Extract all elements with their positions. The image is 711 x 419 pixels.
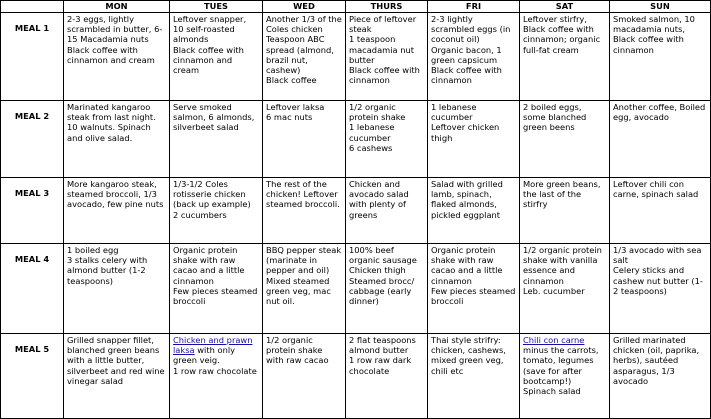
meal-line	[349, 179, 424, 220]
meal-line	[613, 14, 707, 34]
meal-text: minus the carrots, tomato, legumes (save for after bootcamp!)	[523, 345, 599, 386]
meal-line	[431, 122, 516, 142]
meal-line	[349, 122, 424, 142]
meal-line	[266, 75, 342, 85]
meal-line	[349, 34, 424, 65]
meal-text: Serve smoked salmon, 6 almonds, silverbeet salad	[173, 102, 255, 133]
meal-text: 1/3 avocado with sea salt	[613, 245, 702, 266]
meal-text: Black coffee with cinnamon and cream	[173, 44, 244, 76]
meal-text: Black coffee with cinnamon	[431, 65, 502, 86]
meal-cell	[346, 13, 428, 101]
meal-text: More green beans, the last of the stirfry	[523, 179, 601, 210]
meal-line	[613, 335, 707, 386]
meal-line	[266, 14, 342, 75]
meal-text: Few pieces steamed broccoli	[431, 285, 516, 307]
meal-cell	[346, 178, 428, 244]
meal-line	[173, 179, 259, 210]
meal-text: Leftover chili con carne, spinach salad	[613, 179, 699, 200]
meal-text: Marinated kangaroo steak from last night. 10 walnuts. Spinach and olive salad.	[67, 102, 156, 143]
meal-text: 2 boiled eggs, some blanched green beens	[523, 102, 587, 133]
meal-cell	[520, 13, 610, 101]
meal-text: 1/3-1/2 Coles rotisserie chicken (back up example)	[173, 179, 251, 210]
meal-cell	[428, 244, 520, 334]
meal-row	[1, 13, 711, 101]
meal-label: MEAL 1	[1, 13, 64, 101]
meal-text: 1 boiled egg	[67, 245, 119, 255]
meal-text: Another 1/3 of the Coles chicken Teaspoon ABC spread (almond, brazil nut, cashew)	[266, 14, 342, 76]
meal-line	[266, 179, 342, 210]
recipe-link[interactable]: Chicken and prawn laksa	[173, 335, 253, 356]
meal-cell	[170, 178, 263, 244]
meal-text: 6 cashews	[349, 142, 393, 153]
meal-line	[67, 255, 166, 286]
meal-cell	[346, 101, 428, 178]
meal-line	[349, 14, 424, 34]
meal-text: with only green veig.	[173, 345, 236, 366]
meal-line	[67, 245, 166, 255]
meal-cell	[64, 178, 170, 244]
meal-text: Black coffee with cinnamon	[349, 65, 420, 86]
meal-line	[349, 355, 424, 375]
meal-text: Leftover snapper, 10 self-roasted almonds	[173, 14, 247, 45]
meal-label: MEAL 2	[1, 101, 64, 178]
meal-text: Black coffee	[266, 75, 317, 86]
meal-row	[1, 244, 711, 334]
meal-label: MEAL 3	[1, 178, 64, 244]
meal-cell	[346, 334, 428, 419]
day-header: FRI	[428, 1, 520, 13]
meal-line	[67, 335, 166, 386]
meal-cell	[170, 334, 263, 419]
meal-line	[431, 102, 516, 122]
meal-text: Few pieces steamed broccoli	[173, 285, 258, 307]
meal-text: Salad with grilled lamb, spinach, flaked almonds, pickled eggplant	[431, 179, 503, 220]
meal-cell	[64, 334, 170, 419]
meal-rows	[1, 13, 711, 419]
meal-text: 2 cucumbers	[173, 209, 227, 220]
meal-label: MEAL 5	[1, 334, 64, 419]
day-header: SUN	[610, 1, 711, 13]
meal-line	[523, 245, 606, 286]
meal-cell	[520, 178, 610, 244]
meal-line	[349, 335, 424, 355]
meal-cell	[610, 334, 711, 419]
meal-text: Organic protein shake with raw cacao and a little cinnamon	[431, 245, 503, 286]
meal-text: 1/2 organic protein shake with raw cacao	[266, 335, 329, 366]
day-header: WED	[263, 1, 346, 13]
meal-cell	[64, 101, 170, 178]
meal-label: MEAL 4	[1, 244, 64, 334]
meal-cell	[520, 334, 610, 419]
meal-text: 1 row raw chocolate	[173, 365, 257, 376]
meal-line	[349, 143, 424, 153]
meal-text: 1 lebanese cucumber	[349, 122, 395, 143]
meal-cell	[346, 244, 428, 334]
meal-line	[349, 102, 424, 122]
meal-line	[523, 386, 606, 396]
meal-line	[67, 14, 166, 45]
meal-text: 1/2 organic protein shake with vanilla essence and cinnamon	[523, 245, 602, 286]
header-row	[1, 1, 711, 13]
meal-cell	[610, 13, 711, 101]
meal-row	[1, 178, 711, 244]
meal-text: 3 stalks celery with almond butter (1-2 teaspoons)	[67, 255, 148, 286]
day-header: SAT	[520, 1, 610, 13]
meal-cell	[520, 244, 610, 334]
meal-text: Leftover stirfry, Black coffee with cinnamon; organic full-fat cream	[523, 14, 601, 55]
meal-text: Grilled snapper fillet, blanched green beans with a little butter, silverbeet and red wine vinegar salad	[67, 335, 165, 386]
meal-line	[67, 45, 166, 65]
meal-line	[431, 335, 516, 376]
meal-line	[613, 102, 707, 122]
meal-row	[1, 334, 711, 419]
day-header: TUES	[170, 1, 263, 13]
meal-text: Organic protein shake with raw cacao and a little cinnamon	[173, 245, 245, 286]
meal-cell	[263, 13, 346, 101]
meal-text: Black coffee with cinnamon	[613, 34, 684, 55]
meal-line	[266, 245, 342, 306]
meal-text: Spinach salad	[523, 386, 581, 397]
meal-line	[613, 265, 707, 296]
day-header: THURS	[346, 1, 428, 13]
meal-line	[173, 45, 259, 76]
meal-text: Grilled marinated chicken (oil, paprika, herbs), sautéed asparagus, 1/3 avocado	[613, 335, 700, 386]
recipe-link[interactable]: Chili con carne	[523, 335, 585, 345]
meal-line	[431, 286, 516, 306]
meal-line	[431, 179, 516, 220]
meal-line	[523, 335, 606, 386]
meal-cell	[170, 244, 263, 334]
meal-cell	[263, 178, 346, 244]
corner-cell	[1, 1, 64, 13]
meal-line	[173, 366, 259, 376]
meal-line	[349, 65, 424, 85]
meal-cell	[610, 101, 711, 178]
meal-text: Celery sticks and cashew nut butter (1-2 teaspoons)	[613, 265, 703, 296]
meal-text: Smoked salmon, 10 macadamia nuts,	[613, 14, 695, 35]
meal-line	[67, 102, 166, 143]
meal-text: Thai style strifry: chicken, cashews, mixed green veg, chili etc	[431, 335, 506, 376]
meal-text: 1 lebanese cucumber	[431, 102, 477, 123]
meal-cell	[520, 101, 610, 178]
day-header: MON	[64, 1, 170, 13]
meal-text: 2-3 eggs, lightly scrambled in butter, 6-15 Macadamia nuts	[67, 14, 163, 45]
meal-cell	[263, 101, 346, 178]
meal-cell	[610, 244, 711, 334]
meal-line	[523, 179, 606, 210]
meal-text: 2 flat teaspoons almond butter	[349, 335, 416, 356]
meal-line	[266, 112, 342, 122]
meal-text: Chicken and avocado salad with plenty of greens	[349, 179, 409, 220]
meal-line	[173, 210, 259, 220]
meal-line	[173, 286, 259, 306]
meal-cell	[64, 13, 170, 101]
meal-cell	[263, 244, 346, 334]
meal-text: 6 mac nuts	[266, 112, 313, 123]
meal-line	[523, 14, 606, 55]
meal-text: Black coffee with cinnamon and cream	[67, 44, 155, 65]
meal-line	[173, 245, 259, 286]
meal-text: 100% beef organic sausage Chicken thigh Steamed brocc/ cabbage (early dinner)	[349, 245, 417, 307]
meal-text: Leftover laksa	[266, 102, 325, 112]
meal-text: Organic bacon, 1 green capsicum	[431, 44, 502, 65]
meal-line	[173, 102, 259, 133]
meal-cell	[170, 101, 263, 178]
meal-line	[613, 179, 707, 199]
meal-line	[431, 14, 516, 45]
meal-cell	[263, 334, 346, 419]
meal-line	[431, 65, 516, 85]
meal-cell	[428, 334, 520, 419]
meal-row	[1, 101, 711, 178]
meal-text: Leb. cucumber	[523, 285, 585, 296]
meal-line	[173, 14, 259, 45]
meal-line	[523, 286, 606, 296]
meal-cell	[428, 13, 520, 101]
meal-cell	[610, 178, 711, 244]
meal-text: 1 teaspoon macadamia nut butter	[349, 34, 415, 65]
meal-cell	[428, 178, 520, 244]
meal-cell	[428, 101, 520, 178]
meal-text: Leftover chicken thigh	[431, 122, 500, 143]
meal-line	[523, 102, 606, 133]
meal-line	[431, 245, 516, 286]
meal-text: 1 row raw dark chocolate	[349, 355, 412, 376]
meal-text: 1/2 organic protein shake	[349, 102, 406, 123]
meal-text: BBQ pepper steak (marinate in pepper and oil) Mixed steamed green veg, mac nut oil.	[266, 245, 342, 307]
meal-line	[431, 45, 516, 65]
meal-text: Piece of leftover steak	[349, 14, 417, 35]
meal-cell	[64, 244, 170, 334]
meal-line	[613, 245, 707, 265]
meal-line	[67, 179, 166, 210]
meal-line	[266, 335, 342, 366]
meal-text: 2-3 lightly scrambled eggs (in coconut oil)	[431, 14, 511, 45]
meal-line	[613, 34, 707, 54]
meal-line	[349, 245, 424, 306]
meal-text: More kangaroo steak, steamed broccoli, 1/3 avocado, few pine nuts	[67, 179, 164, 210]
meal-line	[266, 102, 342, 112]
meal-text: The rest of the chicken! Leftover steamed broccoli.	[266, 179, 340, 210]
meal-text: Another coffee, Boiled egg, avocado	[613, 102, 706, 123]
meal-cell	[170, 13, 263, 101]
meal-line	[173, 335, 259, 366]
